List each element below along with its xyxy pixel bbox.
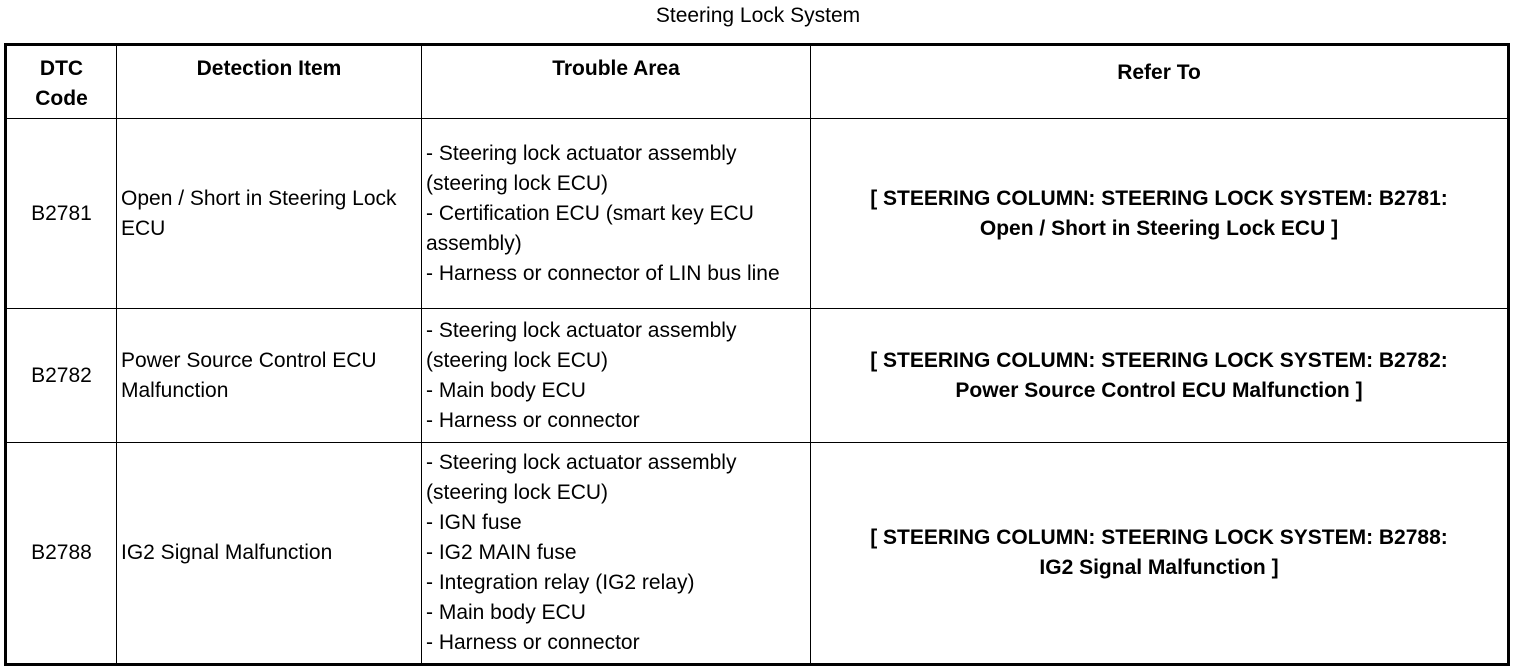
- trouble-area-item: - Certification ECU (smart key ECU assembly): [426, 201, 754, 255]
- trouble-area-item: - Steering lock actuator assembly (steering lock ECU): [426, 318, 737, 372]
- trouble-area-item: - Integration relay (IG2 relay): [426, 571, 695, 594]
- refer-to-link[interactable]: [811, 443, 1509, 665]
- table-header-row: [6, 45, 1509, 119]
- dtc-code-cell: B2781: [6, 119, 117, 309]
- trouble-area-item: - IGN fuse: [426, 511, 522, 534]
- page-title: Steering Lock System: [655, 4, 861, 27]
- refer-to-line: [ STEERING COLUMN: STEERING LOCK SYSTEM: B2781:: [870, 186, 1448, 210]
- trouble-area-item: - IG2 MAIN fuse: [426, 541, 577, 564]
- trouble-area-cell: [422, 119, 811, 309]
- trouble-area-item: - Harness or connector: [426, 631, 640, 654]
- header-refer-to: Refer To: [811, 45, 1509, 119]
- refer-to-line: [ STEERING COLUMN: STEERING LOCK SYSTEM: B2788:: [870, 526, 1448, 549]
- header-trouble-area: Trouble Area: [422, 45, 811, 119]
- trouble-area-item: - Harness or connector of LIN bus line: [426, 261, 780, 285]
- refer-to-line: Open / Short in Steering Lock ECU ]: [979, 216, 1339, 240]
- refer-to-link[interactable]: [811, 309, 1509, 443]
- detection-item-cell: Power Source Control ECU Malfunction: [117, 309, 422, 443]
- dtc-table: [4, 43, 1510, 666]
- trouble-area-cell: [422, 443, 811, 665]
- trouble-area-cell: [422, 309, 811, 443]
- refer-to-line: IG2 Signal Malfunction ]: [1039, 556, 1279, 579]
- table-row: [6, 309, 1509, 443]
- table-row: [6, 119, 1509, 309]
- table-row: [6, 443, 1509, 665]
- trouble-area-item: - Harness or connector: [426, 408, 640, 432]
- dtc-code-cell: B2788: [6, 443, 117, 665]
- header-dtc-code: DTC Code: [6, 45, 117, 119]
- trouble-area-item: - Steering lock actuator assembly (steering lock ECU): [426, 451, 737, 504]
- refer-to-link[interactable]: [811, 119, 1509, 309]
- dtc-code-cell: B2782: [6, 309, 117, 443]
- refer-to-line: [ STEERING COLUMN: STEERING LOCK SYSTEM: B2782:: [870, 348, 1448, 372]
- trouble-area-item: - Main body ECU: [426, 601, 586, 624]
- trouble-area-item: - Steering lock actuator assembly (steering lock ECU): [426, 141, 737, 195]
- detection-item-cell: Open / Short in Steering Lock ECU: [117, 119, 422, 309]
- trouble-area-item: - Main body ECU: [426, 378, 586, 402]
- refer-to-line: Power Source Control ECU Malfunction ]: [955, 378, 1363, 402]
- header-detection-item: Detection Item: [117, 45, 422, 119]
- detection-item-cell: IG2 Signal Malfunction: [117, 443, 422, 665]
